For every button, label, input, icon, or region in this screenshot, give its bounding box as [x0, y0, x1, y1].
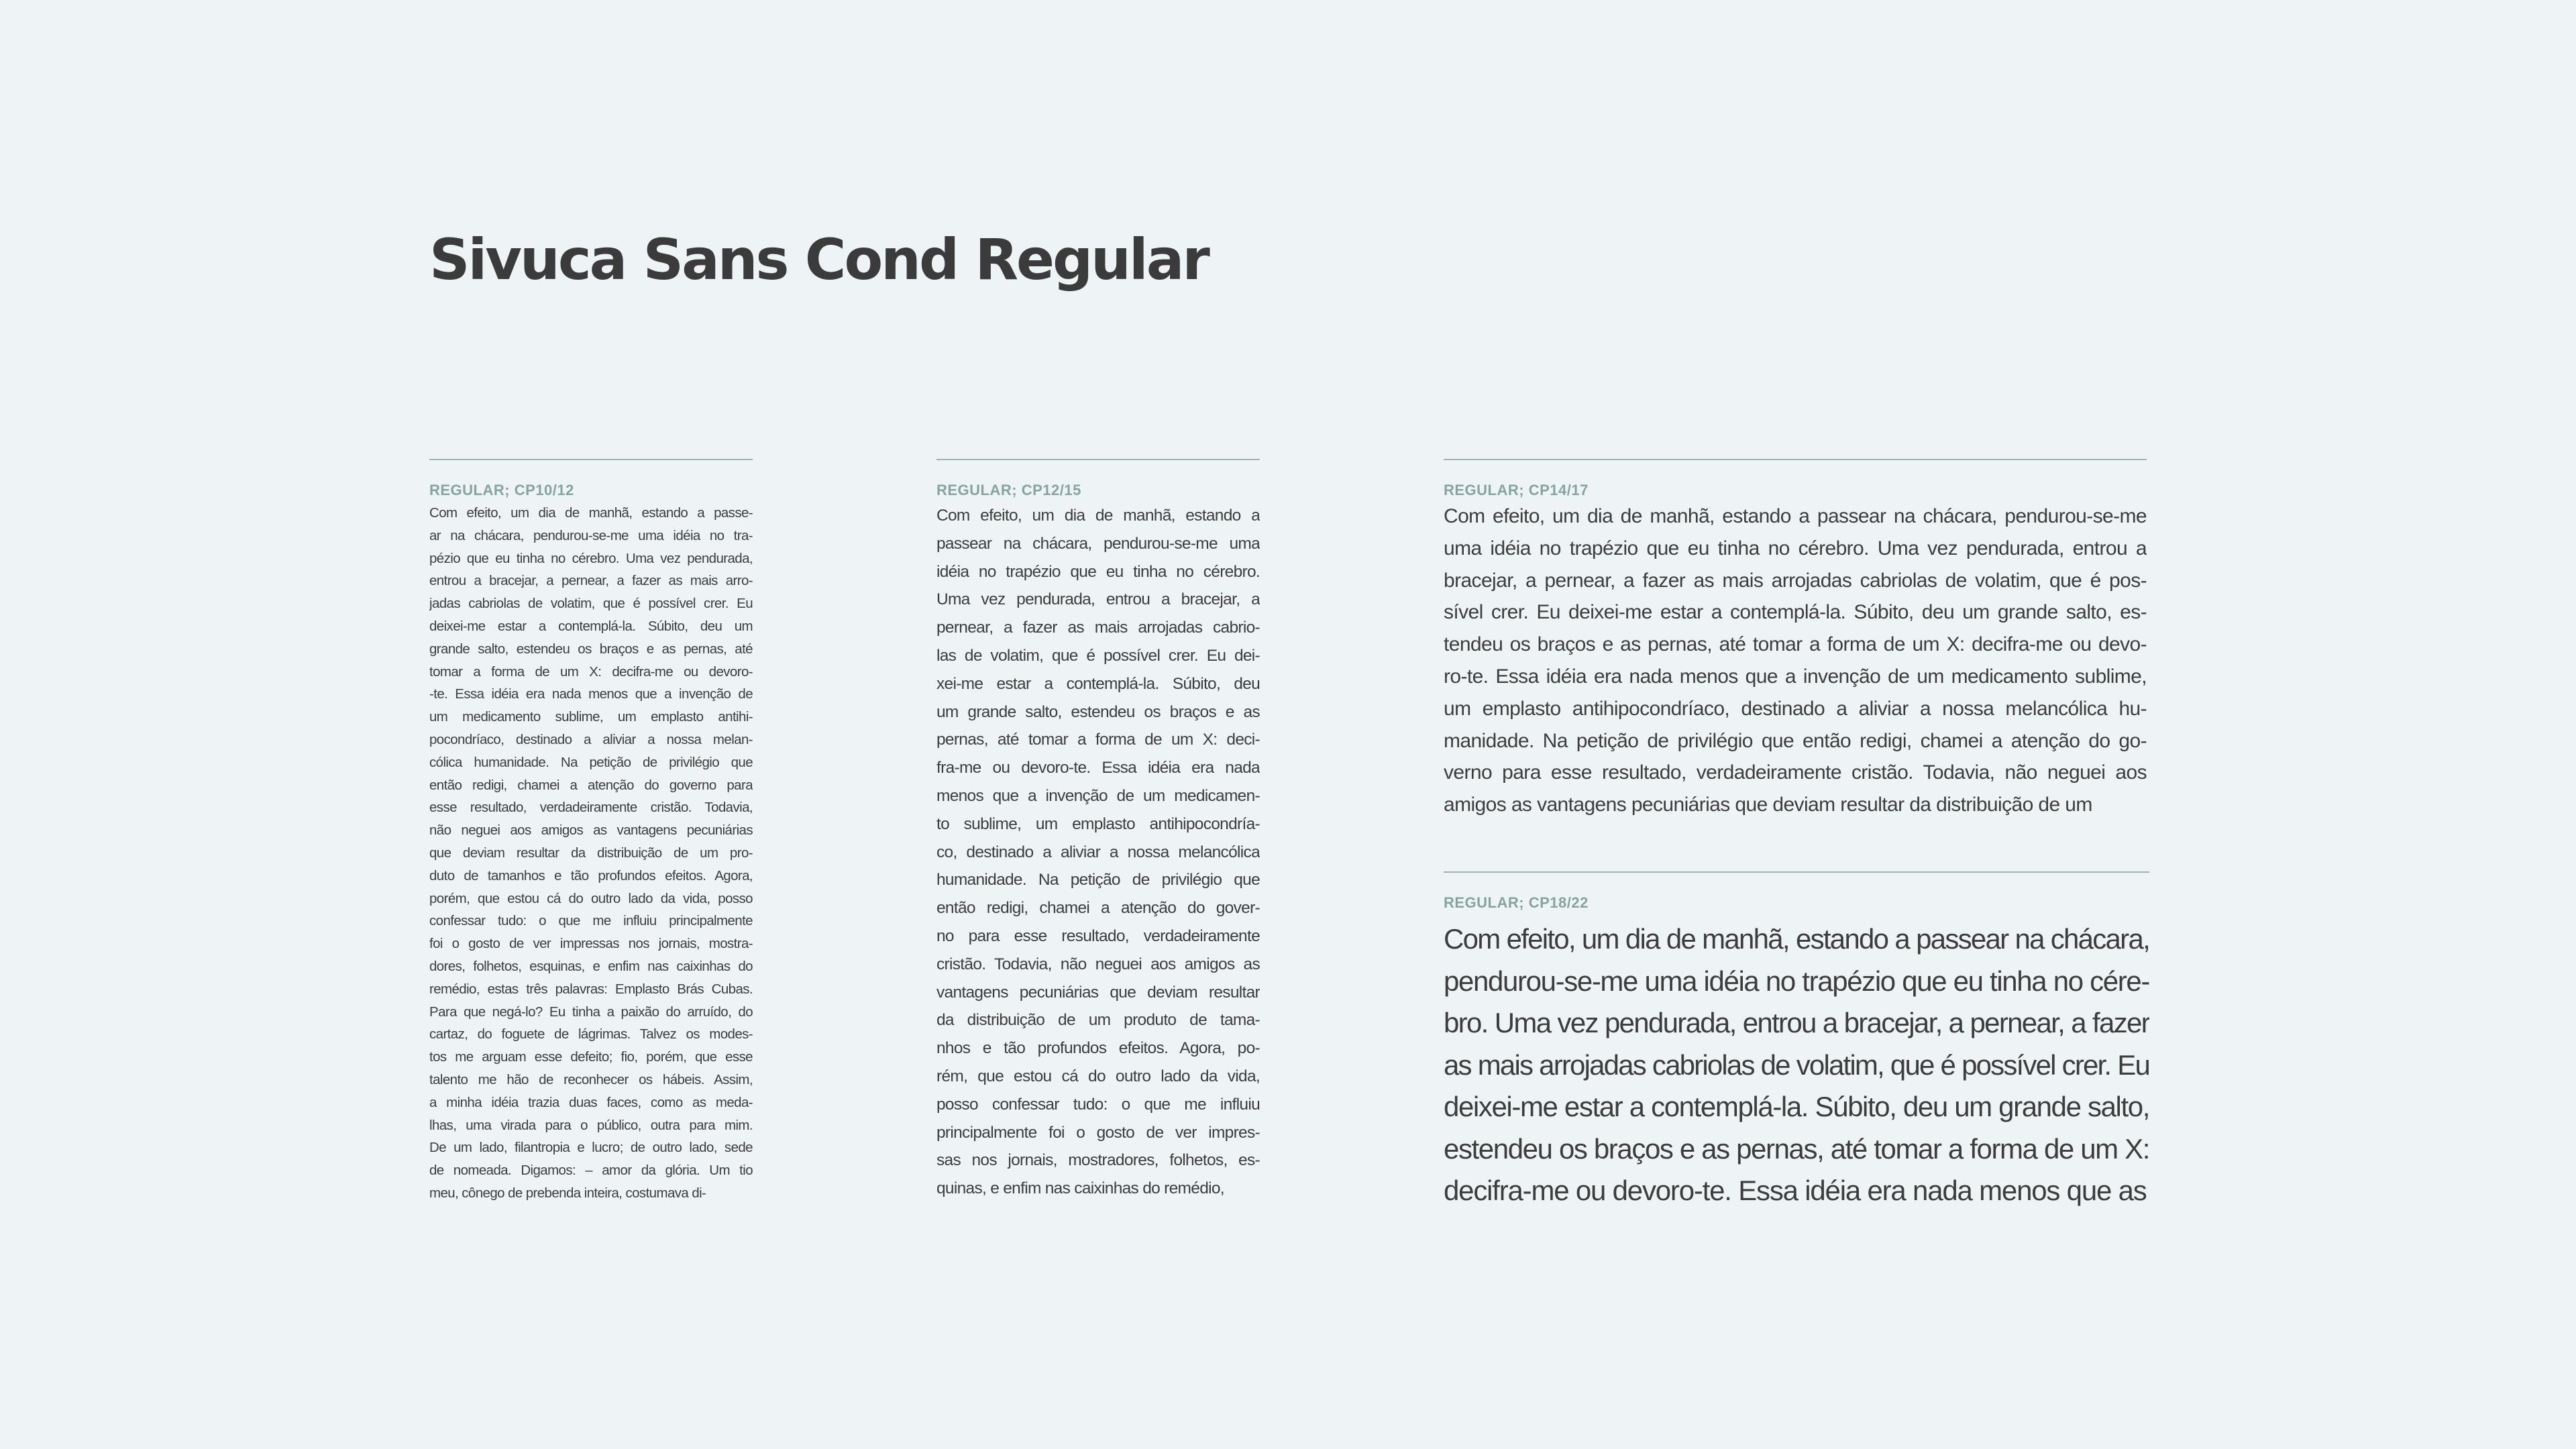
text-line: cólica humanidade. Na petição de privilégio que [429, 754, 753, 770]
text-line: pernas, até tomar a forma de um X: deci- [936, 731, 1260, 749]
text-line: meu, cônego de prebenda inteira, costumava di- [429, 1185, 706, 1201]
text-line: remédio, estas três palavras: Emplasto Brás Cubas. [429, 981, 753, 997]
text-line: cartaz, do foguete de lágrimas. Talvez os modes- [429, 1026, 753, 1042]
text-line: dores, folhetos, esquinas, e enfim nas caixinhas do [429, 958, 753, 974]
text-line: passear na chácara, pendurou-se-me uma [936, 534, 1260, 553]
text-line: as mais arrojadas cabriolas de volatim, que é possível crer. Eu [1444, 1049, 2149, 1081]
text-line: então redigi, chamei a atenção do governo para [429, 777, 753, 793]
text-line: lhas, uma virada para o público, outra para mim. [429, 1117, 753, 1133]
divider-rule [1444, 871, 2149, 873]
text-line: um grande salto, estendeu os braços e as [936, 702, 1260, 721]
specimen-cp12-15 [936, 459, 1260, 1214]
text-line: cristão. Todavia, não neguei aos amigos as [936, 955, 1260, 973]
text-line: rém, que estou cá do outro lado da vida, [936, 1067, 1260, 1085]
text-line: manidade. Na petição de privilégio que então redigi, chamei a atenção do go- [1444, 729, 2147, 752]
page-title: Sivuca Sans Cond Regular [429, 227, 1208, 292]
text-line: esse resultado, verdadeiramente cristão. Todavia, [429, 800, 753, 816]
text-line: co, destinado a aliviar a nossa melancólica [936, 843, 1260, 861]
specimen-cp18-22 [1444, 871, 2149, 1214]
text-line: Uma vez pendurada, entrou a bracejar, a [936, 590, 1260, 609]
text-line: xei-me estar a contemplá-la. Súbito, deu [936, 674, 1260, 693]
specimen-body-text [429, 502, 753, 1205]
text-line: pézio que eu tinha no cérebro. Uma vez pendurada, [429, 550, 753, 566]
text-line: estendeu os braços e as pernas, até tomar a forma de um X: [1444, 1132, 2149, 1165]
text-line: ar na chácara, pendurou-se-me uma idéia no tra- [429, 527, 753, 543]
text-line: vantagens pecuniárias que deviam resultar [936, 983, 1260, 1002]
text-line: não neguei aos amigos as vantagens pecuniárias [429, 822, 753, 839]
text-line: Para que negá-lo? Eu tinha a paixão do arruído, do [429, 1004, 753, 1020]
text-line: talento me hão de reconhecer os hábeis. Assim, [429, 1071, 753, 1087]
text-line: tos me arguam esse defeito; fio, porém, que esse [429, 1049, 753, 1065]
text-line: entrou a bracejar, a pernear, a fazer as mais arro- [429, 573, 753, 589]
text-line: -te. Essa idéia era nada menos que a invenção de [429, 686, 753, 702]
specimen-label: REGULAR; CP12/15 [936, 482, 1081, 498]
text-line: to sublime, um emplasto antihipocondría- [936, 814, 1260, 833]
text-line: uma idéia no trapézio que eu tinha no cérebro. Uma vez pendurada, entrou a [1444, 537, 2147, 559]
text-line: pernear, a fazer as mais arrojadas cabrio- [936, 619, 1260, 637]
text-line: nhos e tão profundos efeitos. Agora, po- [936, 1039, 1260, 1058]
text-line: deixei-me estar a contemplá-la. Súbito, deu um [429, 618, 753, 634]
text-line: bracejar, a pernear, a fazer as mais arrojadas cabriolas de volatim, que é pos- [1444, 569, 2147, 592]
specimen-body-text [936, 502, 1260, 1203]
text-line: a minha idéia trazia duas faces, como as meda- [429, 1094, 753, 1110]
text-line: no para esse resultado, verdadeiramente [936, 926, 1260, 945]
text-line: posso confessar tudo: o que me influiu [936, 1095, 1260, 1114]
text-line: ro-te. Essa idéia era nada menos que a invenção de um medicamento sublime, [1444, 665, 2147, 688]
text-line: Com efeito, um dia de manhã, estando a passe- [429, 505, 753, 521]
divider-rule [936, 459, 1260, 460]
text-line: bro. Uma vez pendurada, entrou a bracejar, a pernear, a fazer [1444, 1007, 2149, 1038]
specimen-label: REGULAR; CP14/17 [1444, 482, 1589, 498]
text-line: confessar tudo: o que me influiu principalmente [429, 913, 753, 929]
divider-rule [1444, 459, 2147, 460]
text-line: idéia no trapézio que eu tinha no cérebro. [936, 562, 1260, 581]
text-line: foi o gosto de ver impressas nos jornais, mostra- [429, 936, 753, 952]
text-line: amigos as vantagens pecuniárias que deviam resultar da distribuição de um [1444, 794, 2092, 816]
text-line: então redigi, chamei a atenção do gover- [936, 899, 1260, 918]
text-line: duto de tamanhos e tão profundos efeitos. Agora, [429, 867, 753, 883]
text-line: quinas, e enfim nas caixinhas do remédio, [936, 1179, 1224, 1198]
text-line: De um lado, filantropia e lucro; de outro lado, sede [429, 1140, 753, 1156]
text-line: porém, que estou cá do outro lado da vida, posso [429, 890, 753, 906]
text-line: tendeu os braços e as pernas, até tomar a forma de um X: decifra-me ou devo- [1444, 633, 2147, 656]
text-line: las de volatim, que é possível crer. Eu dei- [936, 646, 1260, 665]
text-line: sível crer. Eu deixei-me estar a contemplá-la. Súbito, deu um grande salto, es- [1444, 601, 2147, 624]
text-line: da distribuição de um produto de tama- [936, 1011, 1260, 1030]
text-line: pocondríaco, destinado a aliviar a nossa melan- [429, 731, 753, 747]
text-line: decifra-me ou devoro-te. Essa idéia era nada menos que as [1444, 1175, 2147, 1206]
specimen-cp10-12 [429, 459, 753, 1208]
specimen-label: REGULAR; CP18/22 [1444, 894, 1589, 911]
specimen-cp14-17 [1444, 459, 2147, 829]
text-line: menos que a invenção de um medicamen- [936, 786, 1260, 805]
specimen-label: REGULAR; CP10/12 [429, 482, 574, 498]
text-line: fra-me ou devoro-te. Essa idéia era nada [936, 759, 1260, 777]
text-line: sas nos jornais, mostradores, folhetos, es- [936, 1151, 1260, 1170]
text-line: um medicamento sublime, um emplasto antihi- [429, 709, 753, 725]
text-line: grande salto, estendeu os braços e as pernas, até [429, 641, 753, 657]
text-line: um emplasto antihipocondríaco, destinado a aliviar a nossa melancólica hu- [1444, 697, 2147, 720]
text-line: deixei-me estar a contemplá-la. Súbito, deu um grande salto, [1444, 1091, 2149, 1122]
text-line: tomar a forma de um X: decifra-me ou devoro- [429, 663, 753, 680]
specimen-body-text [1444, 500, 2147, 821]
text-line: principalmente foi o gosto de ver impres- [936, 1123, 1260, 1142]
text-line: Com efeito, um dia de manhã, estando a passear na chácara, pendurou-se-me [1444, 505, 2147, 527]
text-line: Com efeito, um dia de manhã, estando a passear na chácara, [1444, 923, 2149, 955]
text-line: humanidade. Na petição de privilégio que [936, 871, 1260, 890]
text-line: pendurou-se-me uma idéia no trapézio que eu tinha no cére- [1444, 965, 2149, 997]
specimen-body-text [1444, 918, 2149, 1212]
divider-rule [429, 459, 753, 460]
text-line: de nomeada. Digamos: – amor da glória. Um tio [429, 1163, 753, 1179]
text-line: Com efeito, um dia de manhã, estando a [936, 506, 1260, 525]
text-line: verno para esse resultado, verdadeiramente cristão. Todavia, não neguei aos [1444, 761, 2147, 784]
text-line: jadas cabriolas de volatim, que é possível crer. Eu [429, 596, 753, 612]
text-line: que deviam resultar da distribuição de um pro- [429, 845, 753, 861]
